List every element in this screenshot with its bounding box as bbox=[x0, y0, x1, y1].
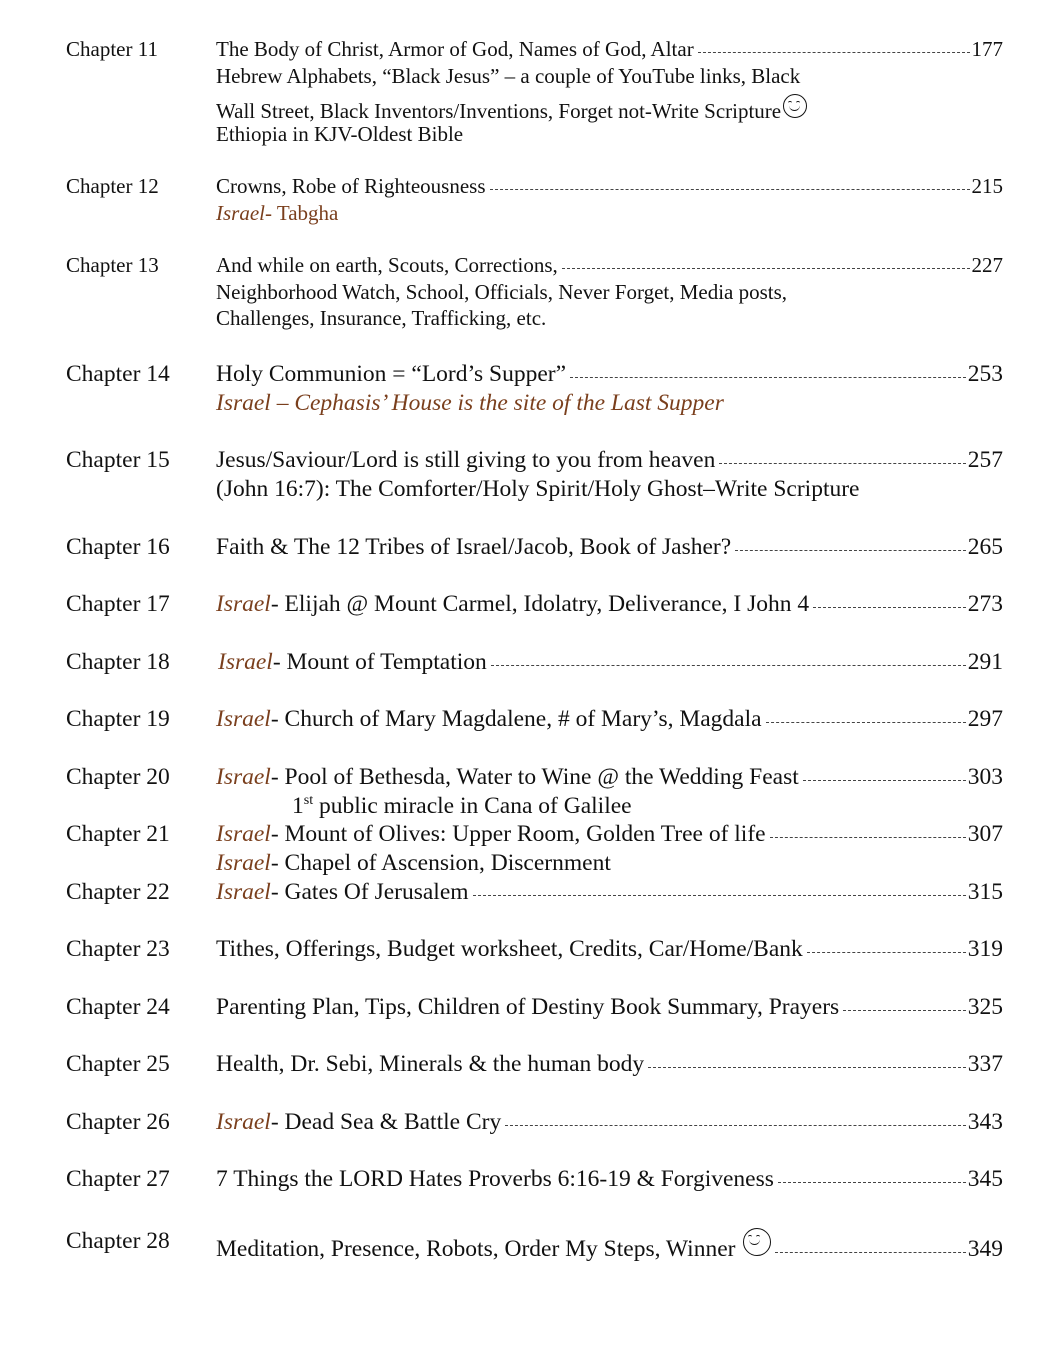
chapter-title: Crowns, Robe of Righteousness bbox=[216, 174, 486, 198]
chapter-title: Holy Communion = “Lord’s Supper” bbox=[216, 361, 567, 387]
chapter-number: Chapter 15 bbox=[66, 447, 170, 473]
page-number: 253 bbox=[967, 361, 1003, 387]
smiley-icon bbox=[743, 1228, 771, 1256]
chapter-number: Chapter 27 bbox=[66, 1166, 170, 1192]
dot-leader bbox=[843, 1010, 966, 1011]
chapter-title: Faith & The 12 Tribes of Israel/Jacob, Book of Jasher? bbox=[216, 534, 732, 560]
chapter-number: Chapter 19 bbox=[66, 706, 170, 732]
page-number: 325 bbox=[967, 994, 1003, 1020]
chapter-title: Tithes, Offerings, Budget worksheet, Credits, Car/Home/Bank bbox=[216, 936, 803, 962]
dot-leader bbox=[491, 665, 966, 666]
israel-label: Israel bbox=[216, 850, 271, 876]
chapter-title: And while on earth, Scouts, Corrections, bbox=[216, 253, 558, 277]
chapter-number: Chapter 20 bbox=[66, 764, 170, 790]
dot-leader bbox=[766, 722, 966, 723]
chapter-subtitle: Neighborhood Watch, School, Officials, Never Forget, Media posts, bbox=[216, 280, 788, 304]
page-number: 307 bbox=[967, 821, 1003, 847]
israel-label: Israel bbox=[218, 649, 273, 675]
dot-leader bbox=[719, 463, 965, 464]
page-number: 215 bbox=[971, 174, 1003, 198]
chapter-number: Chapter 26 bbox=[66, 1109, 170, 1135]
page-number: 343 bbox=[967, 1109, 1003, 1135]
dot-leader bbox=[775, 1252, 965, 1253]
page-number: 349 bbox=[967, 1236, 1003, 1262]
chapter-subtitle: Ethiopia in KJV-Oldest Bible bbox=[216, 122, 464, 146]
israel-label: Israel bbox=[216, 821, 271, 847]
chapter-number: Chapter 18 bbox=[66, 649, 170, 675]
page-number: 177 bbox=[971, 37, 1003, 61]
chapter-title: Parenting Plan, Tips, Children of Destiny Book Summary, Prayers bbox=[216, 994, 840, 1020]
chapter-number: Chapter 17 bbox=[66, 591, 170, 617]
chapter-title: Health, Dr. Sebi, Minerals & the human body bbox=[216, 1051, 645, 1077]
chapter-subtitle: - Tabgha bbox=[265, 201, 339, 225]
page-number: 319 bbox=[967, 936, 1003, 962]
dot-leader bbox=[813, 607, 966, 608]
dot-leader bbox=[770, 837, 966, 838]
page-number: 257 bbox=[967, 447, 1003, 473]
dot-leader bbox=[807, 952, 966, 953]
israel-label: Israel bbox=[216, 706, 271, 732]
dot-leader bbox=[735, 550, 966, 551]
page-number: 315 bbox=[967, 879, 1003, 905]
chapter-title: 7 Things the LORD Hates Proverbs 6:16-19 & Forgiveness bbox=[216, 1166, 774, 1192]
page-number: 265 bbox=[967, 534, 1003, 560]
chapter-subtitle: Challenges, Insurance, Trafficking, etc. bbox=[216, 306, 547, 330]
chapter-title: The Body of Christ, Armor of God, Names of God, Altar bbox=[216, 37, 694, 61]
chapter-subtitle: - Chapel of Ascension, Discernment bbox=[270, 850, 611, 876]
chapter-number: Chapter 13 bbox=[66, 253, 159, 277]
chapter-subtitle: Israel – Cephasis’ House is the site of the Last Supper bbox=[216, 390, 724, 416]
dot-leader bbox=[698, 52, 970, 53]
chapter-subtitle: Wall Street, Black Inventors/Inventions, Forget not-Write Scripture bbox=[216, 99, 782, 123]
israel-label: Israel bbox=[216, 201, 265, 225]
dot-leader bbox=[505, 1125, 966, 1126]
chapter-number: Chapter 22 bbox=[66, 879, 170, 905]
chapter-number: Chapter 14 bbox=[66, 361, 170, 387]
chapter-number: Chapter 12 bbox=[66, 174, 159, 198]
page-number: 303 bbox=[967, 764, 1003, 790]
dot-leader bbox=[648, 1067, 966, 1068]
chapter-title: - Gates Of Jerusalem bbox=[270, 879, 469, 905]
page-number: 345 bbox=[967, 1166, 1003, 1192]
chapter-subtitle: 1st public miracle in Cana of Galilee bbox=[292, 792, 632, 819]
chapter-number: Chapter 21 bbox=[66, 821, 170, 847]
chapter-title: - Church of Mary Magdalene, # of Mary’s, Magdala bbox=[270, 706, 762, 732]
dot-leader bbox=[803, 780, 966, 781]
chapter-number: Chapter 16 bbox=[66, 534, 170, 560]
israel-label: Israel bbox=[216, 1109, 271, 1135]
dot-leader bbox=[473, 895, 966, 896]
toc-line bbox=[216, 37, 1003, 62]
israel-label: Israel bbox=[216, 879, 271, 905]
chapter-title: Meditation, Presence, Robots, Order My Steps, Winner bbox=[216, 1236, 736, 1262]
smiley-icon bbox=[783, 94, 807, 118]
israel-label: Israel bbox=[216, 591, 271, 617]
chapter-number: Chapter 11 bbox=[66, 37, 158, 61]
chapter-title: - Dead Sea & Battle Cry bbox=[270, 1109, 502, 1135]
page-number: 297 bbox=[967, 706, 1003, 732]
chapter-title: - Mount of Temptation bbox=[272, 649, 487, 675]
dot-leader bbox=[778, 1182, 966, 1183]
chapter-number: Chapter 24 bbox=[66, 994, 170, 1020]
chapter-number: Chapter 25 bbox=[66, 1051, 170, 1077]
chapter-title: - Elijah @ Mount Carmel, Idolatry, Deliverance, I John 4 bbox=[270, 591, 810, 617]
page-number: 227 bbox=[971, 253, 1003, 277]
israel-label: Israel bbox=[216, 764, 271, 790]
chapter-title: Jesus/Saviour/Lord is still giving to you from heaven bbox=[216, 447, 716, 473]
chapter-subtitle: Hebrew Alphabets, “Black Jesus” – a couple of YouTube links, Black bbox=[216, 64, 801, 88]
chapter-title: - Mount of Olives: Upper Room, Golden Tree of life bbox=[270, 821, 766, 847]
dot-leader bbox=[570, 377, 966, 378]
page-number: 273 bbox=[967, 591, 1003, 617]
chapter-number: Chapter 28 bbox=[66, 1228, 170, 1254]
dot-leader bbox=[490, 189, 970, 190]
dot-leader bbox=[562, 268, 970, 269]
chapter-title: - Pool of Bethesda, Water to Wine @ the Wedding Feast bbox=[270, 764, 799, 790]
page-number: 291 bbox=[967, 649, 1003, 675]
chapter-subtitle: (John 16:7): The Comforter/Holy Spirit/Holy Ghost–Write Scripture bbox=[216, 476, 860, 502]
chapter-number: Chapter 23 bbox=[66, 936, 170, 962]
page-number: 337 bbox=[967, 1051, 1003, 1077]
